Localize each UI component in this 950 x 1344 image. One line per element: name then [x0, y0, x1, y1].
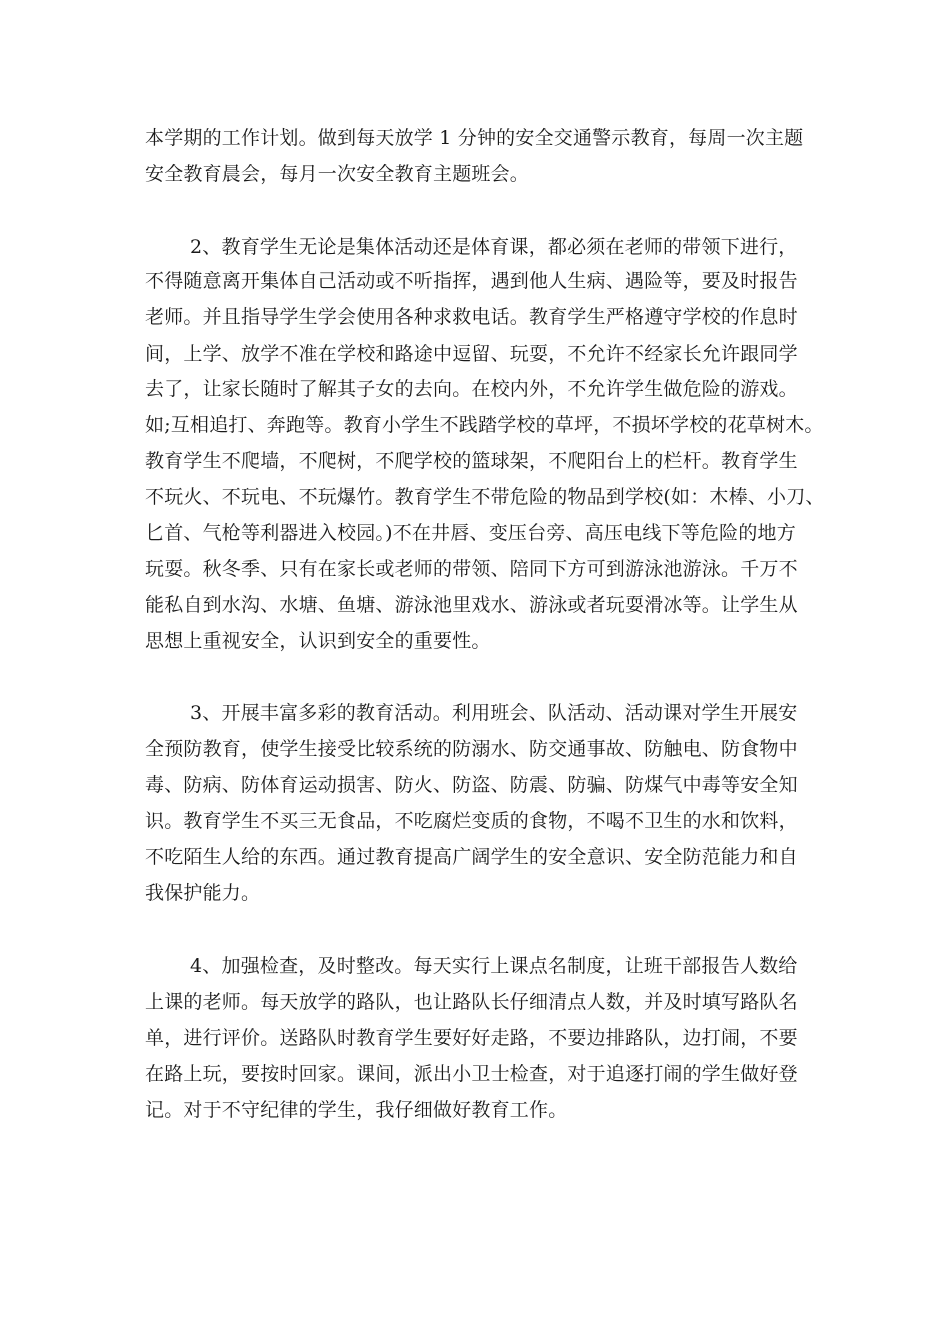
paragraph-2-line-9: 匕首、气枪等利器进入校园。)不在井唇、变压台旁、高压电线下等危险的地方: [145, 522, 796, 544]
paragraph-1-line-2: 安全教育晨会，每月一次安全教育主题班会。: [145, 163, 530, 185]
paragraph-2-line-2: 不得随意离开集体自己活动或不听指挥，遇到他人生病、遇险等，要及时报告: [145, 270, 798, 292]
paragraph-2-line-4: 间，上学、放学不准在学校和路途中逗留、玩耍，不允许不经家长允许跟同学: [145, 343, 798, 365]
paragraph-3-line-1: 3、开展丰富多彩的教育活动。利用班会、队活动、活动课对学生开展安: [190, 702, 798, 724]
paragraph-2-line-1: 2、教育学生无论是集体活动还是体育课，都必须在老师的带领下进行，: [190, 236, 798, 258]
paragraph-3-line-2: 全预防教育，使学生接受比较系统的防溺水、防交通事故、防触电、防食物中: [145, 738, 798, 760]
paragraph-3-line-6: 我保护能力。: [145, 882, 261, 904]
paragraph-4-line-5: 记。对于不守纪律的学生，我仔细做好教育工作。: [145, 1099, 568, 1121]
paragraph-1-line-1: 本学期的工作计划。做到每天放学 1 分钟的安全交通警示教育，每周一次主题: [145, 127, 804, 149]
paragraph-3-line-5: 不吃陌生人给的东西。通过教育提高广阔学生的安全意识、安全防范能力和自: [145, 846, 798, 868]
paragraph-2-line-10: 玩耍。秋冬季、只有在家长或老师的带领、陪同下方可到游泳池游泳。千万不: [145, 558, 798, 580]
paragraph-2-line-11: 能私自到水沟、水塘、鱼塘、游泳池里戏水、游泳或者玩耍滑冰等。让学生从: [145, 594, 798, 616]
paragraph-2-line-5: 去了，让家长随时了解其子女的去向。在校内外，不允许学生做危险的游戏。: [145, 378, 798, 400]
paragraph-2-line-12: 思想上重视安全，认识到安全的重要性。: [145, 630, 491, 652]
paragraph-4-line-1: 4、加强检查，及时整改。每天实行上课点名制度，让班干部报告人数给: [190, 955, 798, 977]
paragraph-4-line-4: 在路上玩，要按时回家。课间，派出小卫士检查，对于追逐打闹的学生做好登: [145, 1063, 798, 1085]
paragraph-2-line-7: 教育学生不爬墙，不爬树，不爬学校的篮球架，不爬阳台上的栏杆。教育学生: [145, 450, 798, 472]
paragraph-3-line-4: 识。教育学生不买三无食品，不吃腐烂变质的食物，不喝不卫生的水和饮料，: [145, 810, 798, 832]
paragraph-4-line-3: 单，进行评价。送路队时教育学生要好好走路，不要边排路队，边打闹，不要: [145, 1027, 798, 1049]
paragraph-2-line-8: 不玩火、不玩电、不玩爆竹。教育学生不带危险的物品到学校(如：木棒、小刀、: [145, 486, 825, 508]
paragraph-2-line-6: 如;互相追打、奔跑等。教育小学生不践踏学校的草坪，不损坏学校的花草树木。: [145, 414, 824, 436]
paragraph-3-line-3: 毒、防病、防体育运动损害、防火、防盗、防震、防骗、防煤气中毒等安全知: [145, 774, 798, 796]
paragraph-2-line-3: 老师。并且指导学生学会使用各种求救电话。教育学生严格遵守学校的作息时: [145, 306, 798, 328]
paragraph-4-line-2: 上课的老师。每天放学的路队，也让路队长仔细清点人数，并及时填写路队名: [145, 991, 798, 1013]
